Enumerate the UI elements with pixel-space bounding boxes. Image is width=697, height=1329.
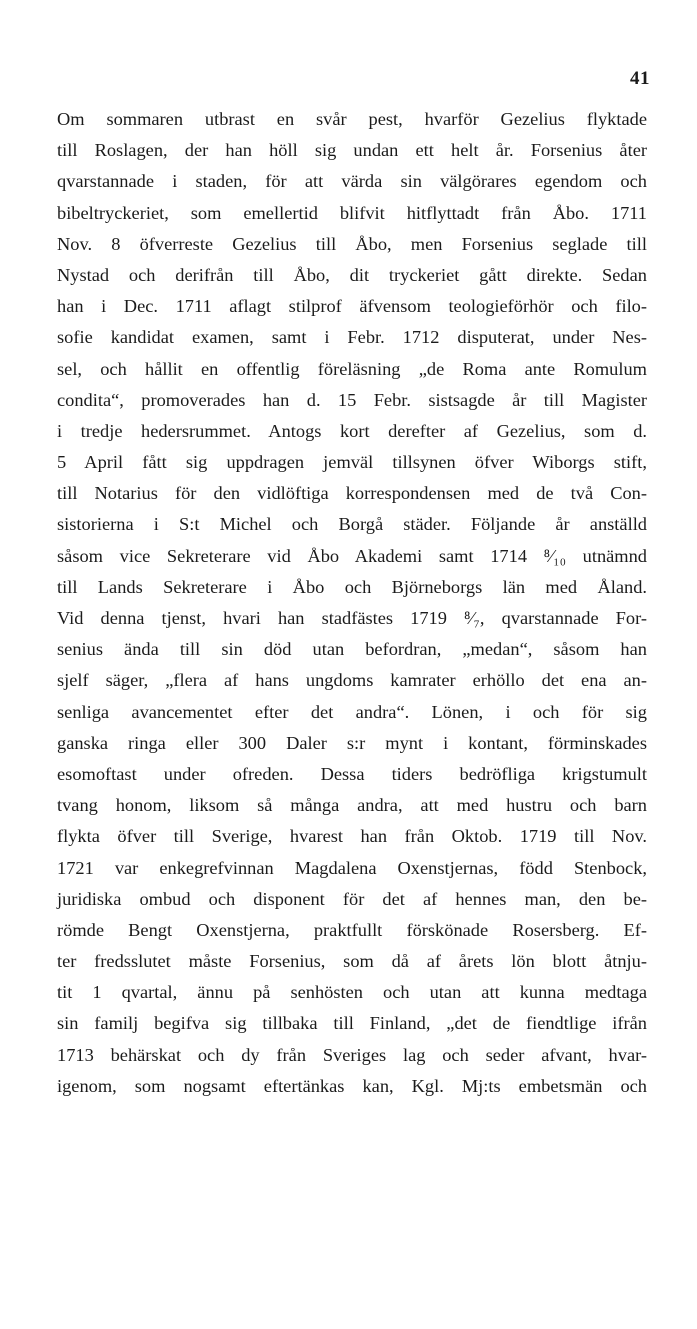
text-line: sofie kandidat examen, samt i Febr. 1712 disputerat, under Nes- xyxy=(57,327,647,348)
text-line: i tredje hedersrummet. Antogs kort derefter af Gezelius, som d. xyxy=(57,420,647,441)
text-line: Nystad och derifrån till Åbo, dit tryckeriet gått direkte. Sedan xyxy=(57,264,647,285)
text-line: till Notarius för den vidlöftiga korrespondensen med de två Con- xyxy=(57,483,647,504)
text-line: römde Bengt Oxenstjerna, praktfullt förskönade Rosersberg. Ef- xyxy=(57,919,647,940)
text-line: sistorierna i S:t Michel och Borgå städer. Följande år anställd xyxy=(57,514,647,535)
text-line: sel, och hållit en offentlig föreläsning „de Roma ante Romulum xyxy=(57,358,647,379)
text-line: ter fredsslutet måste Forsenius, som då af årets lön blott åtnju- xyxy=(57,951,647,972)
text-line: 1713 behärskat och dy från Sveriges lag och seder afvant, hvar- xyxy=(57,1044,647,1065)
text-line: senliga avancementet efter det andra“. Lönen, i och för sig xyxy=(57,701,647,722)
text-line: flykta öfver till Sverige, hvarest han från Oktob. 1719 till Nov. xyxy=(57,826,647,847)
page-number: 41 xyxy=(630,68,650,89)
text-line: igenom, som nogsamt eftertänkas kan, Kgl. Mj:ts embetsmän och xyxy=(57,1075,647,1096)
text-line: tvang honom, liksom så många andra, att med hustru och barn xyxy=(57,795,647,816)
text-line: Vid denna tjenst, hvari han stadfästes 1719 ⁸⁄₇, qvarstannade For- xyxy=(57,608,647,628)
text-line: till Roslagen, der han höll sig undan ett helt år. Forsenius åter xyxy=(57,140,647,161)
text-line: Nov. 8 öfverreste Gezelius till Åbo, men Forsenius seglade till xyxy=(57,233,647,254)
text-line: juridiska ombud och disponent för det af hennes man, den be- xyxy=(57,888,647,909)
text-line: ganska ringa eller 300 Daler s:r mynt i kontant, förminskades xyxy=(57,732,647,753)
text-line: 5 April fått sig uppdragen jemväl tillsynen öfver Wiborgs stift, xyxy=(57,452,647,473)
text-line: senius ända till sin död utan befordran, „medan“, såsom han xyxy=(57,639,647,660)
text-line: han i Dec. 1711 aflagt stilprof äfvensom teologieförhör och filo- xyxy=(57,296,647,317)
text-line: sjelf säger, „flera af hans ungdoms kamrater erhöllo det ena an- xyxy=(57,670,647,691)
body-text xyxy=(57,104,647,1102)
text-line: esomoftast under ofreden. Dessa tiders bedröfliga krigstumult xyxy=(57,763,647,784)
text-line: qvarstannade i staden, för att värda sin välgörares egendom och xyxy=(57,171,647,192)
text-line: Om sommaren utbrast en svår pest, hvarför Gezelius flyktade xyxy=(57,109,647,129)
text-line: sin familj begifva sig tillbaka till Finland, „det de fiendtlige ifrån xyxy=(57,1013,647,1034)
text-line: condita“, promoverades han d. 15 Febr. sistsagde år till Magister xyxy=(57,389,647,410)
text-line: bibeltryckeriet, som emellertid blifvit hitflyttadt från Åbo. 1711 xyxy=(57,202,647,223)
text-line: 1721 var enkegrefvinnan Magdalena Oxenstjernas, född Stenbock, xyxy=(57,857,647,878)
text-line: tit 1 qvartal, ännu på senhösten och utan att kunna medtaga xyxy=(57,982,647,1003)
text-line: till Lands Sekreterare i Åbo och Björneborgs län med Åland. xyxy=(57,576,647,597)
text-line: såsom vice Sekreterare vid Åbo Akademi samt 1714 ⁸⁄₁₀ utnämnd xyxy=(57,545,647,566)
